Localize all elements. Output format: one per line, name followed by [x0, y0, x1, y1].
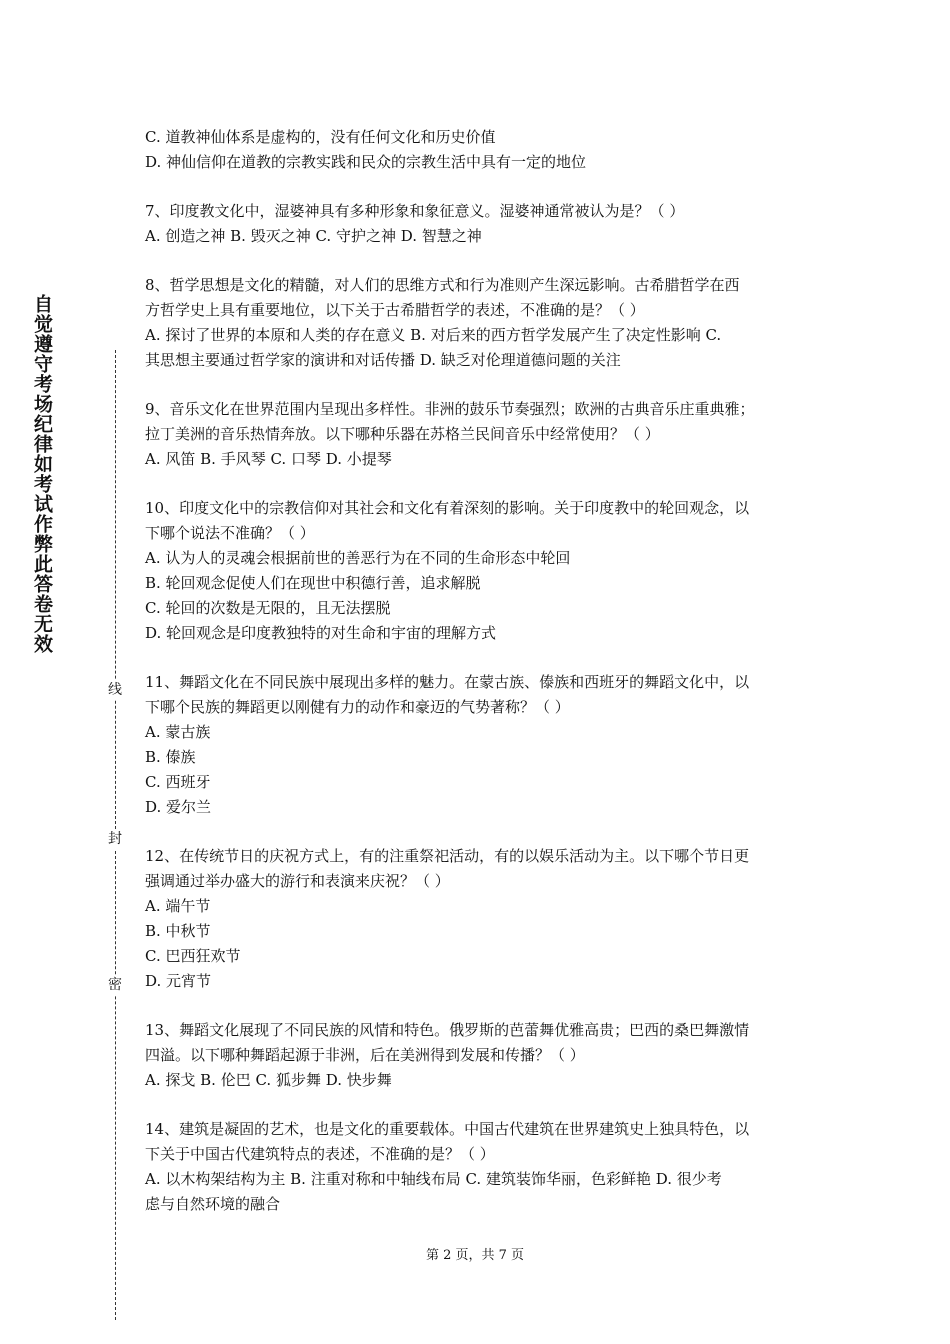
question-6-tail	[145, 125, 810, 175]
question-12	[145, 844, 810, 994]
option-c: C. 巴西狂欢节	[145, 947, 241, 965]
question-list	[145, 125, 810, 1241]
option-a: A. 认为人的灵魂会根据前世的善恶行为在不同的生命形态中轮回	[145, 549, 571, 567]
option-b: B. 傣族	[145, 748, 196, 766]
options-inline: A. 探戈 B. 伦巴 C. 狐步舞 D. 快步舞	[145, 1071, 392, 1089]
options-inline: A. 风笛 B. 手风琴 C. 口琴 D. 小提琴	[145, 450, 392, 468]
options-inline: A. 创造之神 B. 毁灭之神 C. 守护之神 D. 智慧之神	[145, 227, 482, 245]
options-inline: A. 以木构架结构为主 B. 注重对称和中轴线布局 C. 建筑装饰华丽，色彩鲜艳 D. 很少考	[145, 1170, 722, 1188]
option-a: A. 端午节	[145, 897, 211, 915]
question-stem: 7、印度教文化中，湿婆神具有多种形象和象征意义。湿婆神通常被认为是？（ ）	[145, 202, 685, 220]
question-stem: 9、音乐文化在世界范围内呈现出多样性。非洲的鼓乐节奏强烈；欧洲的古典音乐庄重典雅；	[145, 400, 755, 418]
question-8	[145, 273, 810, 373]
option-a: A. 蒙古族	[145, 723, 211, 741]
option-c: C. 道教神仙体系是虚构的，没有任何文化和历史价值	[145, 128, 496, 146]
option-d: D. 神仙信仰在道教的宗教实践和民众的宗教生活中具有一定的地位	[145, 153, 587, 171]
binding-mark-line: 线	[105, 680, 125, 700]
question-stem: 10、印度文化中的宗教信仰对其社会和文化有着深刻的影响。关于印度教中的轮回观念，以	[145, 499, 750, 517]
question-stem: 14、建筑是凝固的艺术，也是文化的重要载体。中国古代建筑在世界建筑史上独具特色，以	[145, 1120, 750, 1138]
option-c: C. 轮回的次数是无限的，且无法摆脱	[145, 599, 391, 617]
question-stem: 方哲学史上具有重要地位，以下关于古希腊哲学的表述，不准确的是？（ ）	[145, 301, 645, 319]
question-13	[145, 1018, 810, 1093]
binding-mark-seal: 封	[105, 829, 125, 849]
question-10	[145, 496, 810, 646]
question-stem: 8、哲学思想是文化的精髓，对人们的思维方式和行为准则产生深远影响。古希腊哲学在西	[145, 276, 740, 294]
options-inline: A. 探讨了世界的本原和人类的存在意义 B. 对后来的西方哲学发展产生了决定性影响 C.	[145, 326, 722, 344]
option-c: C. 西班牙	[145, 773, 211, 791]
page-number: 第 2 页，共 7 页	[425, 1248, 525, 1263]
option-b: B. 轮回观念促使人们在现世中积德行善，追求解脱	[145, 574, 481, 592]
exam-discipline-notice: 自觉遵守考场纪律如考试作弊此答卷无效	[31, 294, 53, 654]
question-stem: 下关于中国古代建筑特点的表述，不准确的是？（ ）	[145, 1145, 495, 1163]
question-stem: 拉丁美洲的音乐热情奔放。以下哪种乐器在苏格兰民间音乐中经常使用？（ ）	[145, 425, 660, 443]
question-stem: 13、舞蹈文化展现了不同民族的风情和特色。俄罗斯的芭蕾舞优雅高贵；巴西的桑巴舞激情	[145, 1021, 750, 1039]
question-stem: 下哪个说法不准确？（ ）	[145, 524, 315, 542]
options-inline: 其思想主要通过哲学家的演讲和对话传播 D. 缺乏对伦理道德问题的关注	[145, 351, 621, 369]
question-stem: 强调通过举办盛大的游行和表演来庆祝？（ ）	[145, 872, 450, 890]
option-d: D. 轮回观念是印度教独特的对生命和宇宙的理解方式	[145, 624, 497, 642]
question-9	[145, 397, 810, 472]
question-14	[145, 1117, 810, 1217]
question-stem: 12、在传统节日的庆祝方式上，有的注重祭祀活动，有的以娱乐活动为主。以下哪个节日更	[145, 847, 750, 865]
option-b: B. 中秋节	[145, 922, 211, 940]
question-stem: 下哪个民族的舞蹈更以刚健有力的动作和豪迈的气势著称？（ ）	[145, 698, 570, 716]
question-7	[145, 199, 810, 249]
question-stem: 11、舞蹈文化在不同民族中展现出多样的魅力。在蒙古族、傣族和西班牙的舞蹈文化中，以	[145, 673, 750, 691]
options-inline: 虑与自然环境的融合	[145, 1195, 281, 1213]
binding-mark-secret: 密	[105, 975, 125, 995]
question-11	[145, 670, 810, 820]
option-d: D. 元宵节	[145, 972, 212, 990]
question-stem: 四溢。以下哪种舞蹈起源于非洲，后在美洲得到发展和传播？（ ）	[145, 1046, 585, 1064]
option-d: D. 爱尔兰	[145, 798, 212, 816]
